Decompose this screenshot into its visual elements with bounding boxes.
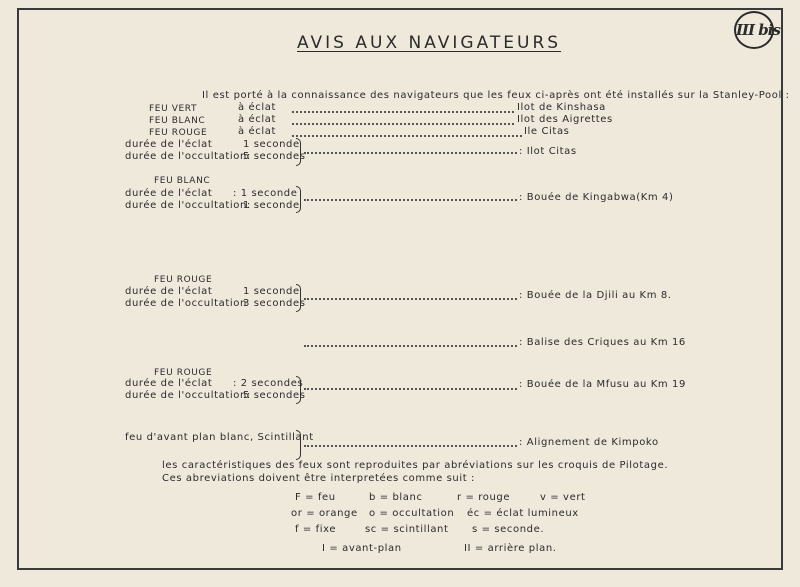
brace [296, 186, 301, 213]
g6-label: feu d'avant plan blanc, Scintillant [125, 432, 314, 443]
intro-text: Il est porté à la connaissance des navigateurs que les feux ci-après ont été installés sur la Stanley-Pool : [202, 90, 790, 101]
g5-occult-value: 5 secondes [243, 390, 306, 401]
g5-occult-label: durée de l'occultation: [125, 390, 251, 401]
dot-leader [304, 199, 517, 201]
g3-occult-value: 3 secondes [243, 298, 306, 309]
light-2-name: FEU BLANC [149, 116, 206, 126]
g1-eclat-value: 1 seconde [243, 139, 300, 150]
g4-place: : Balise des Criques au Km 16 [519, 337, 686, 348]
g2-occult-label: durée de l'occultation: [125, 200, 251, 211]
dot-leader [292, 111, 514, 113]
brace [296, 284, 301, 312]
g3-occult-label: durée de l'occultation [125, 298, 247, 309]
g2-eclat-label: durée de l'éclat [125, 188, 213, 199]
legend-arriere-plan: II = arrière plan. [464, 543, 557, 554]
dot-leader [304, 445, 517, 447]
g5-eclat-label: durée de l'éclat [125, 378, 213, 389]
light-3-place: Ile Citas [524, 126, 570, 137]
dot-leader [304, 345, 517, 347]
dot-leader [292, 123, 514, 125]
dot-leader [304, 152, 517, 154]
g3-place: : Bouée de la Djili au Km 8. [519, 290, 672, 301]
notes-line-2: Ces abreviations doivent être interpretées comme suit : [162, 473, 475, 484]
dot-leader [292, 135, 522, 137]
light-1-type: à éclat [238, 102, 276, 113]
light-1-place: Ilot de Kinshasa [517, 102, 606, 113]
page-number-badge: III bis [734, 11, 774, 49]
legend-v: v = vert [540, 492, 586, 503]
legend-f: F = feu [295, 492, 336, 503]
legend-avant-plan: I = avant-plan [322, 543, 402, 554]
g2-occult-value: 1 seconde [243, 200, 300, 211]
dot-leader [304, 298, 517, 300]
page-title: AVIS AUX NAVIGATEURS [297, 33, 562, 53]
g2-heading: FEU BLANC [154, 176, 211, 186]
light-2-type: à éclat [238, 114, 276, 125]
light-2-place: Ilot des Aigrettes [517, 114, 613, 125]
legend-b: b = blanc [369, 492, 423, 503]
g1-occult-value: 5 secondes [243, 151, 306, 162]
legend-sc: sc = scintillant [365, 524, 449, 535]
brace [296, 138, 301, 166]
g1-place: : Ilot Citas [519, 146, 577, 157]
legend-or: or = orange [291, 508, 358, 519]
g6-place: : Alignement de Kimpoko [519, 437, 659, 448]
light-1-name: FEU VERT [149, 104, 198, 114]
legend-s: s = seconde. [472, 524, 545, 535]
g3-heading: FEU ROUGE [154, 275, 213, 285]
g3-eclat-label: durée de l'éclat [125, 286, 213, 297]
legend-fixe: f = fixe [295, 524, 337, 535]
legend-r: r = rouge [457, 492, 511, 503]
g1-eclat-label: durée de l'éclat [125, 139, 213, 150]
g2-place: : Bouée de Kingabwa(Km 4) [519, 192, 674, 203]
g5-eclat-value: : 2 secondes [233, 378, 304, 389]
g1-occult-label: durée de l'occultation: [125, 151, 251, 162]
brace [296, 430, 301, 460]
light-3-name: FEU ROUGE [149, 128, 208, 138]
notes-line-1: les caractéristiques des feux sont reproduites par abréviations sur les croquis de Pilotage. [162, 460, 669, 471]
g3-eclat-value: 1 seconde [243, 286, 300, 297]
g5-heading: FEU ROUGE [154, 368, 213, 378]
g5-place: : Bouée de la Mfusu au Km 19 [519, 379, 686, 390]
dot-leader [304, 388, 517, 390]
legend-o: o = occultation [369, 508, 455, 519]
legend-ec: éc = éclat lumineux [467, 508, 579, 519]
light-3-type: à éclat [238, 126, 276, 137]
g2-eclat-value: : 1 seconde [233, 188, 298, 199]
brace [296, 376, 301, 404]
